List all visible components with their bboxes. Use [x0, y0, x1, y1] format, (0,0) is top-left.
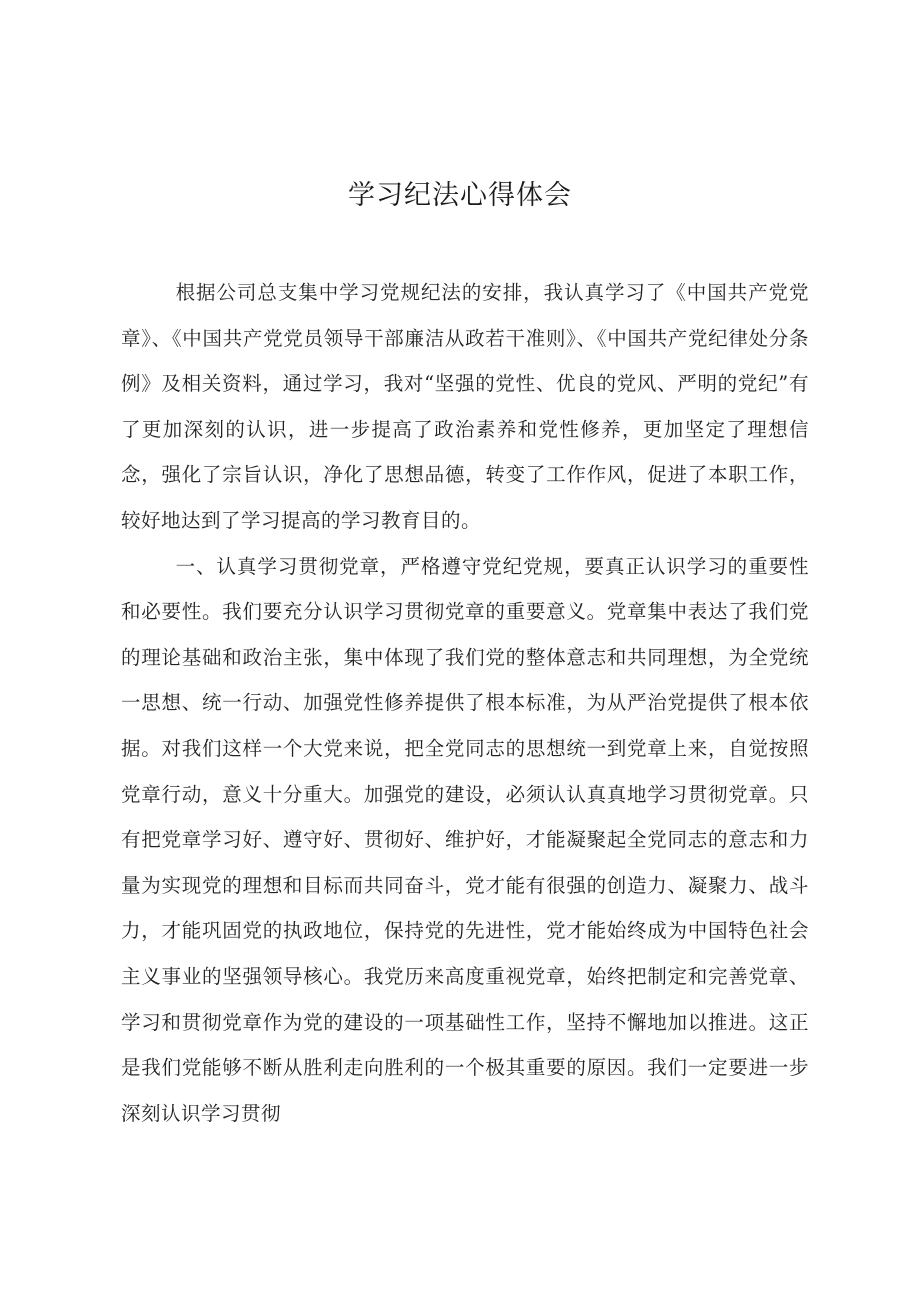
- document-title: 学习纪法心得体会: [348, 180, 572, 211]
- paragraph-intro: 根据公司总支集中学习党规纪法的安排，我认真学习了《中国共产党党章》、《中国共产党党员领导干部廉洁从政若干准则》、《中国共产党纪律处分条例》及相关资料，通过学习，我对“坚强的党性、优良的党风、严明的党纪”有了更加深刻的认识，进一步提高了政治素养和党性修养，更加坚定了理想信念，强化了宗旨认识，净化了思想品德，转变了工作作风，促进了本职工作，较好地达到了学习提高的学习教育目的。: [121, 281, 809, 532]
- paragraph-section-one: 一、认真学习贯彻党章，严格遵守党纪党规，要真正认识学习的重要性和必要性。我们要充分认识学习贯彻党章的重要意义。党章集中表达了我们党的理论基础和政治主张，集中体现了我们党的整体意志和共同理想，为全党统一思想、统一行动、加强党性修养提供了根本标准，为从严治党提供了根本依据。对我们这样一个大党来说，把全党同志的思想统一到党章上来，自觉按照党章行动，意义十分重大。加强党的建设，必须认认真真地学习贯彻党章。只有把党章学习好、遵守好、贯彻好、维护好，才能凝聚起全党同志的意志和力量为实现党的理想和目标而共同奋斗，党才能有很强的创造力、凝聚力、战斗力，才能巩固党的执政地位，保持党的先进性，党才能始终成为中国特色社会主义事业的坚强领导核心。我党历来高度重视党章，始终把制定和完善党章、学习和贯彻党章作为党的建设的一项基础性工作，坚持不懈地加以推进。这正是我们党能够不断从胜利走向胜利的一个极其重要的原因。我们一定要进一步深刻认识学习贯彻: [121, 554, 809, 1125]
- document-body: [121, 270, 809, 1136]
